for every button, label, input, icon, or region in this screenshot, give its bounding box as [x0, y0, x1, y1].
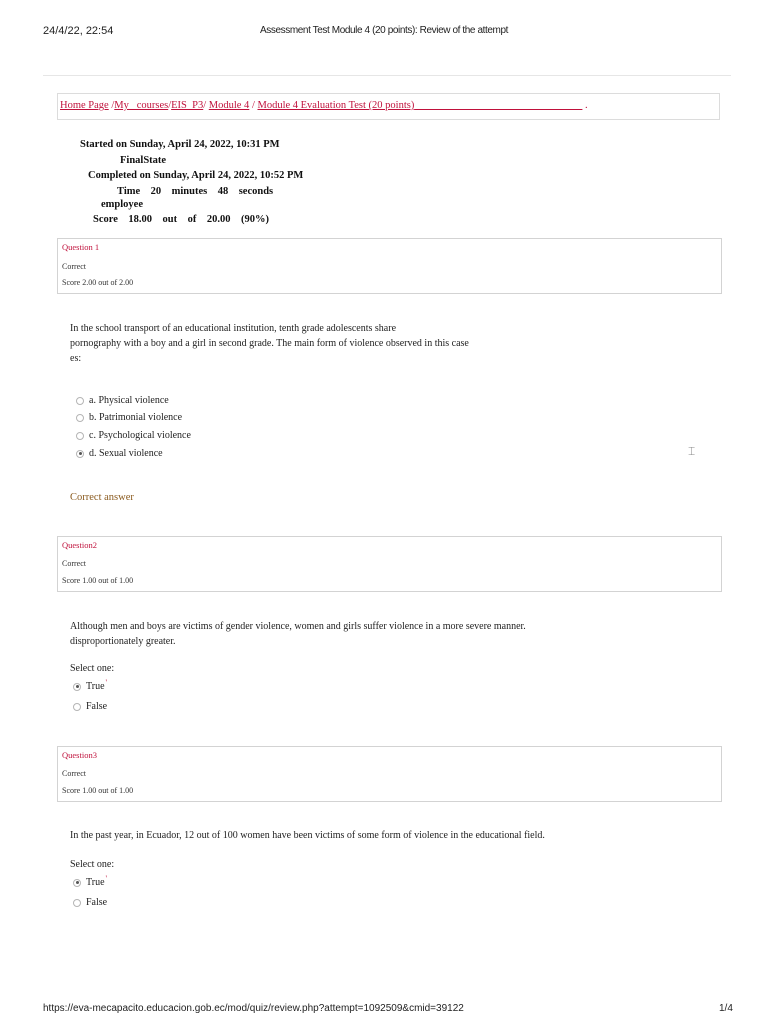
breadcrumb-separator: / [168, 100, 172, 111]
print-page-number: 1/4 [719, 1003, 733, 1014]
radio-button[interactable] [76, 414, 84, 422]
question-info-box [57, 746, 722, 802]
question-number: Question3 [62, 750, 97, 760]
select-one-prompt: Select one: [70, 663, 115, 674]
answer-label: c. Psychological violence [89, 430, 191, 441]
summary-employee: employee [101, 199, 143, 210]
radio-button-checked[interactable] [76, 450, 84, 458]
question-feedback: Correct answer [70, 492, 134, 503]
answer-option[interactable] [76, 430, 191, 441]
question-text-line: disproportionately greater. [70, 636, 176, 647]
answer-option-selected[interactable] [73, 678, 107, 692]
answer-label: False [86, 701, 108, 712]
question-text-line: In the school transport of an educational institution, tenth grade adolescents share [70, 323, 397, 334]
answer-label: d. Sexual violence [89, 448, 163, 459]
answer-label: False [86, 897, 108, 908]
print-date: 24/4/22, 22:54 [43, 25, 114, 37]
question-text-line: pornography with a boy and a girl in second grade. The main form of violence observed in this case [70, 338, 469, 349]
breadcrumb-module[interactable]: Module 4 [208, 100, 250, 111]
text-cursor-icon: ⌶ [688, 444, 696, 458]
answer-option-selected[interactable] [76, 448, 163, 459]
breadcrumb-course[interactable]: EIS_P3 [171, 100, 204, 111]
breadcrumb-my-courses[interactable]: My _courses [114, 100, 169, 111]
breadcrumb-end: . [582, 100, 588, 111]
radio-button[interactable] [76, 432, 84, 440]
question-state: Correct [62, 262, 86, 271]
breadcrumb-separator: / [203, 100, 209, 111]
question-number: Question2 [62, 540, 97, 550]
breadcrumb-separator: / [108, 100, 115, 111]
breadcrumb-home[interactable]: Home Page [60, 100, 109, 111]
question-grade: Score 1.00 out of 1.00 [62, 576, 134, 585]
question-number: Question 1 [62, 242, 100, 252]
question-text-line: In the past year, in Ecuador, 12 out of 100 women have been victims of some form of violence in the educational field. [70, 830, 545, 841]
question-text-line: es: [70, 353, 82, 364]
answer-option[interactable] [76, 412, 182, 423]
question-info-box [57, 238, 722, 294]
radio-button[interactable] [73, 899, 81, 907]
question-info-box [57, 536, 722, 592]
header-divider [43, 75, 731, 76]
tick-mark-icon: ' [105, 678, 107, 687]
question-grade: Score 2.00 out of 2.00 [62, 278, 134, 287]
question-grade: Score 1.00 out of 1.00 [62, 786, 134, 795]
summary-completed: Completed on Sunday, April 24, 2022, 10:52 PM [88, 170, 304, 181]
question-state: Correct [62, 559, 86, 568]
radio-button-checked[interactable] [73, 683, 81, 691]
radio-button-checked[interactable] [73, 879, 81, 887]
summary-state: FinalState [120, 155, 167, 166]
answer-label: True [86, 877, 105, 888]
breadcrumb-quiz[interactable]: Module 4 Evaluation Test (20 points) [257, 100, 415, 111]
print-footer-url: https://eva-mecapacito.educacion.gob.ec/mod/quiz/review.php?attempt=1092509&cmid=39122 [43, 1003, 464, 1014]
question-state: Correct [62, 769, 86, 778]
answer-option-selected[interactable] [73, 874, 107, 888]
select-one-prompt: Select one: [70, 859, 115, 870]
summary-time: Time 20 minutes 48 seconds [117, 186, 274, 197]
question-text [70, 321, 469, 366]
breadcrumb [60, 100, 588, 111]
answer-label: a. Physical violence [89, 395, 169, 406]
tick-mark-icon: ' [105, 874, 107, 883]
summary-started: Started on Sunday, April 24, 2022, 10:31 PM [80, 139, 280, 150]
radio-button[interactable] [73, 703, 81, 711]
breadcrumb-trailing-link: _____________________ ___ _______ [414, 100, 583, 111]
radio-button[interactable] [76, 397, 84, 405]
answer-option[interactable] [73, 701, 107, 712]
answer-label: True [86, 681, 105, 692]
breadcrumb-separator: / [249, 100, 258, 111]
print-page-title: Assessment Test Module 4 (20 points): Review of the attempt [259, 25, 508, 36]
answer-option[interactable] [73, 897, 107, 908]
question-text [70, 619, 526, 649]
answer-label: b. Patrimonial violence [89, 412, 183, 423]
question-text-line: Although men and boys are victims of gender violence, women and girls suffer violence in a more severe manner. [70, 621, 526, 632]
question-text [70, 828, 545, 843]
summary-score: Score 18.00 out of 20.00 (90%) [93, 214, 269, 225]
answer-option[interactable] [76, 395, 169, 406]
